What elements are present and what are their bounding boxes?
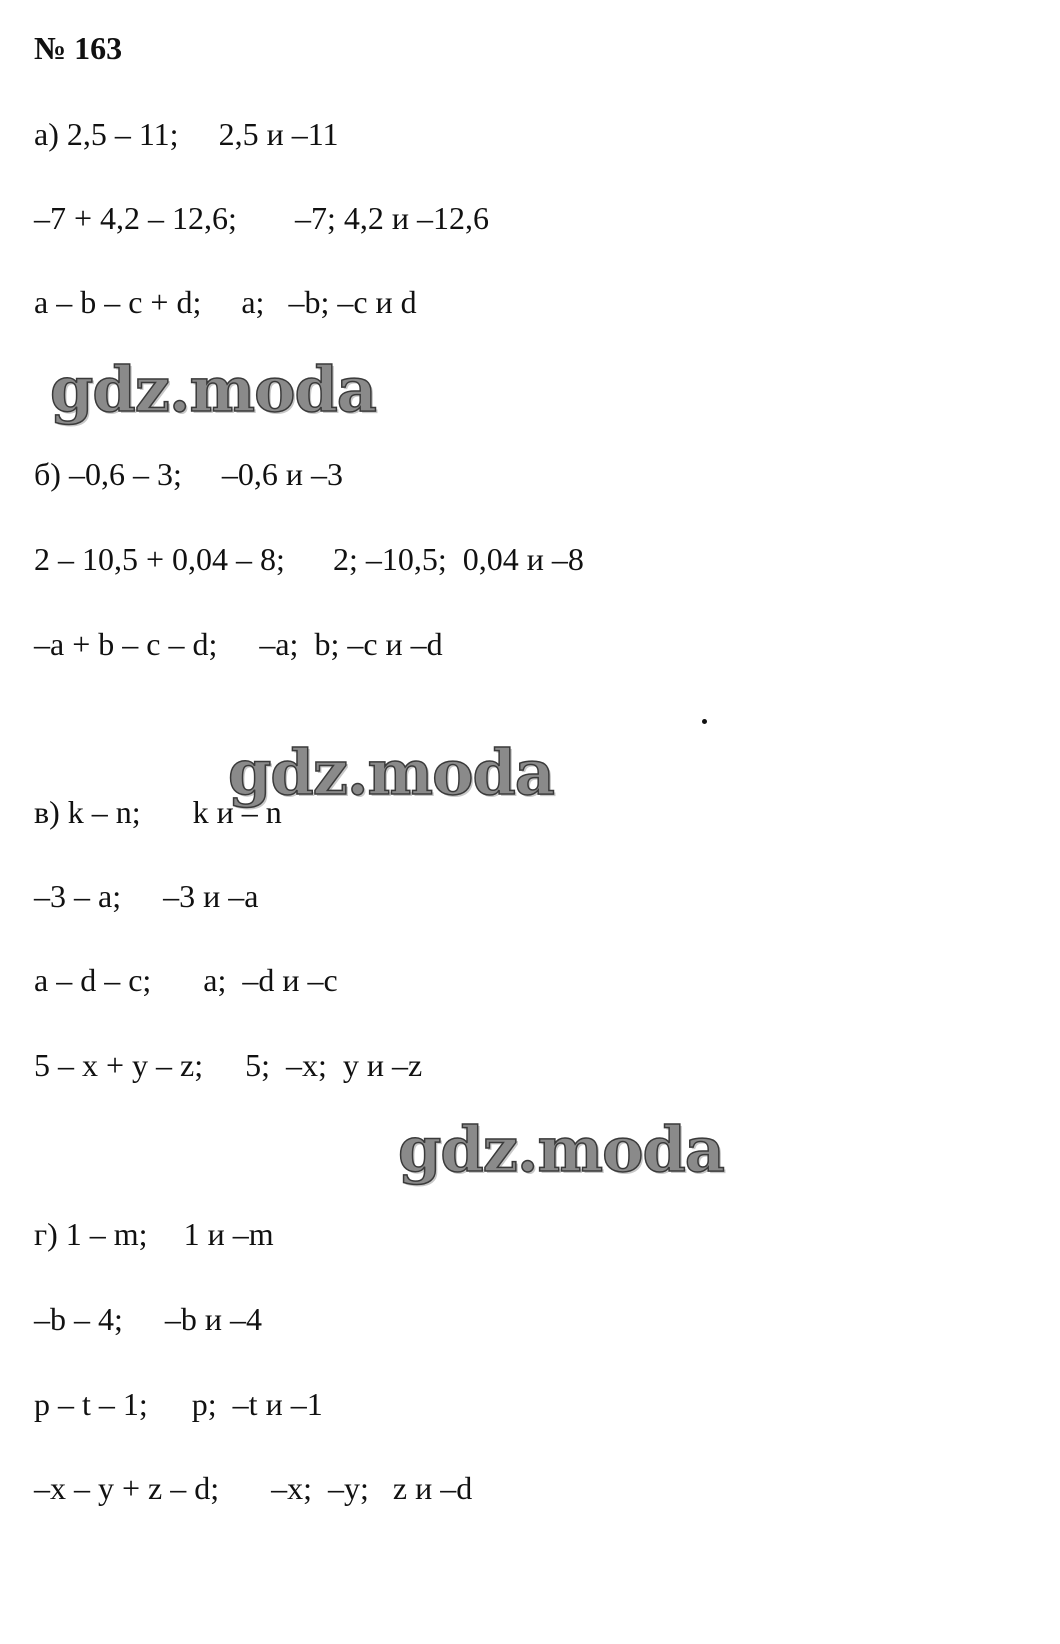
section-b-line-3	[34, 624, 443, 664]
section-g-line-1	[34, 1214, 274, 1254]
expression: 5 – x + y – z;	[34, 1047, 204, 1083]
terms: –x; –y; z и –d	[271, 1470, 473, 1506]
section-b-line-1	[34, 454, 343, 494]
section-label: в)	[34, 794, 60, 830]
section-a-line-3	[34, 282, 417, 322]
section-g-line-4	[34, 1468, 472, 1508]
terms: 5; –x; y и –z	[245, 1047, 423, 1083]
section-v-line-3	[34, 960, 338, 1000]
section-label: б)	[34, 456, 61, 492]
expression: 2 – 10,5 + 0,04 – 8;	[34, 541, 285, 577]
section-a-line-1	[34, 114, 339, 154]
terms: –7; 4,2 и –12,6	[294, 200, 489, 236]
watermark-logo: gdz.moda	[228, 736, 554, 809]
section-v-line-4	[34, 1045, 422, 1085]
terms: –a; b; –c и –d	[259, 626, 443, 662]
exercise-number: № 163	[34, 30, 123, 66]
watermark-logo: gdz.moda	[398, 1113, 724, 1186]
terms: 2,5 и –11	[218, 116, 339, 152]
expression: a – b – c + d;	[34, 284, 202, 320]
expression: 1 – m;	[65, 1216, 148, 1252]
stray-dot	[702, 719, 707, 724]
terms: k и – n	[192, 794, 282, 830]
section-b-line-2	[34, 539, 584, 579]
expression: –3 – a;	[34, 878, 122, 914]
terms: p; –t и –1	[191, 1386, 323, 1422]
expression: 2,5 – 11;	[66, 116, 179, 152]
section-label: г)	[34, 1216, 58, 1252]
section-v-line-1	[34, 792, 282, 832]
terms: a; –b; –c и d	[241, 284, 417, 320]
section-v-line-2	[34, 876, 258, 916]
section-a-line-2	[34, 198, 489, 238]
terms: a; –d и –c	[203, 962, 338, 998]
terms: 1 и –m	[183, 1216, 274, 1252]
expression: –b – 4;	[34, 1301, 123, 1337]
terms: 2; –10,5; 0,04 и –8	[332, 541, 584, 577]
expression: –0,6 – 3;	[68, 456, 182, 492]
expression: –x – y + z – d;	[34, 1470, 220, 1506]
section-label: а)	[34, 116, 59, 152]
watermark-logo: gdz.moda	[50, 353, 376, 426]
expression: k – n;	[67, 794, 141, 830]
expression: a – d – c;	[34, 962, 152, 998]
section-g-line-3	[34, 1384, 323, 1424]
expression: –a + b – c – d;	[34, 626, 218, 662]
section-g-line-2	[34, 1299, 262, 1339]
expression: –7 + 4,2 – 12,6;	[34, 200, 237, 236]
terms: –0,6 и –3	[221, 456, 343, 492]
expression: p – t – 1;	[34, 1386, 148, 1422]
terms: –b и –4	[164, 1301, 263, 1337]
terms: –3 и –a	[163, 878, 259, 914]
